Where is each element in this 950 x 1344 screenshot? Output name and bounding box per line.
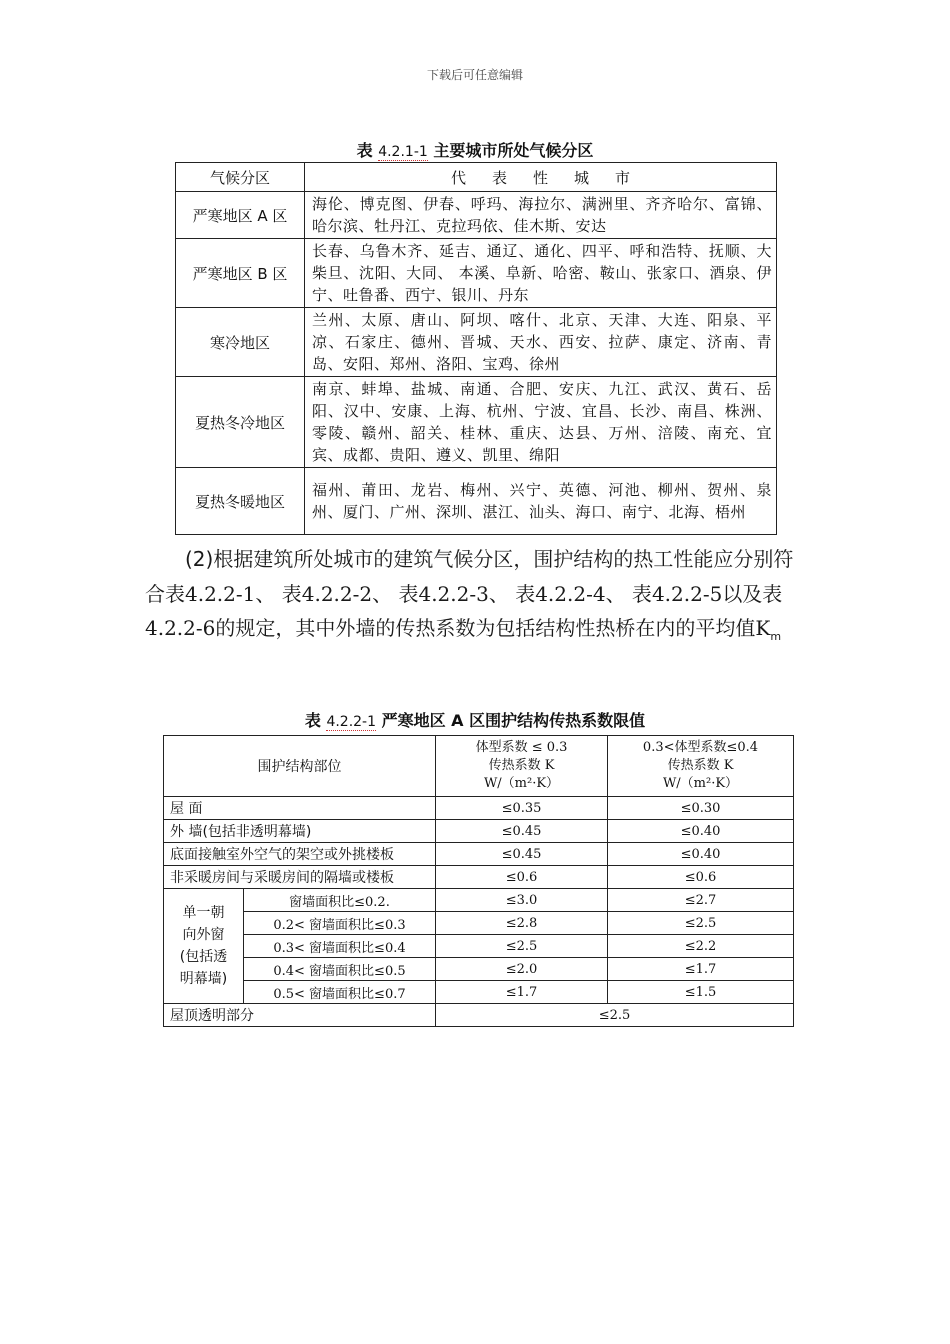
- part-cell: 屋顶透明部分: [164, 1004, 436, 1027]
- table-row: [176, 308, 777, 377]
- header-col1-line2: 传热系数 K: [488, 758, 555, 773]
- value-cell: ≤0.6: [608, 866, 794, 889]
- table-row: [164, 912, 794, 935]
- table-ref: 4.2.2-2: [301, 581, 373, 606]
- header-cities: 代表性城市: [305, 163, 777, 192]
- para-text: 的规定，其中外墙的传热系数为包括结构性热桥在内的平均值: [215, 616, 756, 640]
- zone-cell: 夏热冬冷地区: [176, 377, 305, 468]
- cities-cell: 福州、莆田、龙岩、梅州、兴宁、英德、河池、柳州、贺州、泉州、厦门、广州、深圳、湛江、汕头、海口、南宁、北海、梧州: [305, 468, 777, 535]
- table-row: [164, 935, 794, 958]
- window-group-cell: [164, 889, 244, 1004]
- value-cell: ≤0.45: [436, 843, 608, 866]
- para-sep: 以及表: [722, 581, 783, 606]
- table-header-row: [176, 163, 777, 192]
- table-row: [176, 192, 777, 239]
- table-ref: 4.2.2-6: [145, 616, 216, 640]
- cities-cell: 海伦、博克图、伊春、呼玛、海拉尔、满洲里、齐齐哈尔、富锦、哈尔滨、牡丹江、克拉玛依、佳木斯、安达: [305, 192, 777, 239]
- table-ref: 4.2.2-4: [535, 581, 606, 606]
- table1-caption-title: 主要城市所处气候分区: [433, 141, 594, 160]
- table-header-row: [164, 736, 794, 797]
- value-cell: ≤2.0: [436, 958, 608, 981]
- header-col1: [436, 736, 608, 797]
- header-col1-line1: 体型系数 ≤ 0.3: [475, 740, 568, 755]
- value-cell: ≤2.5: [436, 1004, 794, 1027]
- header-zone: 气候分区: [176, 163, 305, 192]
- cities-cell: 长春、乌鲁木齐、延吉、通辽、通化、四平、呼和浩特、抚顺、大柴旦、沈阳、大同、 本溪、阜新、哈密、鞍山、张家口、酒泉、伊宁、吐鲁番、西宁、银川、丹东: [305, 239, 777, 308]
- table-row: [176, 239, 777, 308]
- header-note: 下载后可任意编辑: [426, 68, 523, 82]
- part-cell: 外 墙(包括非透明幕墙): [164, 820, 436, 843]
- table-row: [176, 468, 777, 535]
- table-ref: 4.2.2-1: [185, 581, 256, 606]
- table-row: [164, 866, 794, 889]
- table-row: [176, 377, 777, 468]
- table1-caption: [0, 138, 950, 161]
- table-ref: 4.2.2-3: [418, 581, 489, 606]
- para-sep: 、 表: [488, 581, 536, 606]
- table-ref: 4.2.2-5: [651, 581, 723, 606]
- symbol-k: K: [755, 616, 771, 640]
- window-group-line4: 明幕墙): [179, 971, 228, 987]
- window-group-line2: 向外窗: [182, 927, 225, 943]
- ratio-cell: 0.3< 窗墙面积比≤0.4: [244, 935, 436, 958]
- ratio-cell: 0.2< 窗墙面积比≤0.3: [244, 912, 436, 935]
- table-row: [164, 820, 794, 843]
- value-cell: ≤0.40: [608, 820, 794, 843]
- part-cell: 非采暖房间与采暖房间的隔墙或楼板: [164, 866, 436, 889]
- value-cell: ≤2.2: [608, 935, 794, 958]
- para-sep: 、 表: [372, 581, 419, 606]
- table2-caption-number: 4.2.2-1: [326, 714, 377, 730]
- table2-caption: [0, 708, 950, 731]
- table-row: [164, 1004, 794, 1027]
- part-cell: 屋 面: [164, 797, 436, 820]
- table-row: [164, 843, 794, 866]
- cities-cell: 兰州、太原、唐山、阿坝、喀什、北京、天津、大连、阳泉、平凉、石家庄、德州、晋城、天水、西安、拉萨、康定、济南、青岛、安阳、郑州、洛阳、宝鸡、徐州: [305, 308, 777, 377]
- value-cell: ≤1.7: [436, 981, 608, 1004]
- window-group-line3: (包括透: [179, 949, 228, 965]
- table2-caption-prefix: 表: [304, 711, 321, 730]
- climate-zone-table: [175, 162, 777, 535]
- cities-cell: 南京、蚌埠、盐城、南通、合肥、安庆、九江、武汉、黄石、岳阳、汉中、安康、上海、杭州、宁波、宜昌、长沙、南昌、株洲、零陵、赣州、韶关、桂林、重庆、达县、万州、涪陵、南充、宜宾、成都、贵阳、遵义、凯里、绵阳: [305, 377, 777, 468]
- header-part: 围护结构部位: [164, 736, 436, 797]
- header-col2: [608, 736, 794, 797]
- symbol-subscript: m: [770, 630, 782, 643]
- value-cell: ≤1.5: [608, 981, 794, 1004]
- heat-transfer-table: [163, 735, 794, 1027]
- value-cell: ≤2.5: [608, 912, 794, 935]
- value-cell: ≤2.7: [608, 889, 794, 912]
- para-text: (2)根据建筑所处城市的建筑气候分区，围护结构的热工性能应分别符合表: [145, 547, 794, 606]
- value-cell: ≤3.0: [436, 889, 608, 912]
- ratio-cell: 窗墙面积比≤0.2.: [244, 889, 436, 912]
- value-cell: ≤0.45: [436, 820, 608, 843]
- header-col2-line1: 0.3<体型系数≤0.4: [642, 740, 759, 755]
- header-col1-line3: W/（m²·K）: [483, 776, 560, 791]
- para-sep: 、 表: [605, 581, 652, 606]
- table-row: [164, 958, 794, 981]
- table1-caption-number: 4.2.1-1: [378, 144, 428, 160]
- value-cell: ≤0.6: [436, 866, 608, 889]
- part-cell: 底面接触室外空气的架空或外挑楼板: [164, 843, 436, 866]
- value-cell: ≤2.8: [436, 912, 608, 935]
- value-cell: ≤0.40: [608, 843, 794, 866]
- ratio-cell: 0.5< 窗墙面积比≤0.7: [244, 981, 436, 1004]
- table-row: [164, 797, 794, 820]
- table-row: [164, 889, 794, 912]
- ratio-cell: 0.4< 窗墙面积比≤0.5: [244, 958, 436, 981]
- zone-cell: 寒冷地区: [176, 308, 305, 377]
- table2-caption-title: 严寒地区 A 区围护结构传热系数限值: [381, 711, 646, 730]
- value-cell: ≤0.30: [608, 797, 794, 820]
- zone-cell: 严寒地区 A 区: [176, 192, 305, 239]
- body-paragraph: [145, 542, 805, 655]
- zone-cell: 夏热冬暖地区: [176, 468, 305, 535]
- zone-cell: 严寒地区 B 区: [176, 239, 305, 308]
- value-cell: ≤0.35: [436, 797, 608, 820]
- table-row: [164, 981, 794, 1004]
- header-col2-line3: W/（m²·K）: [662, 776, 739, 791]
- window-group-line1: 单一朝: [182, 905, 225, 921]
- value-cell: ≤1.7: [608, 958, 794, 981]
- header-col2-line2: 传热系数 K: [667, 758, 734, 773]
- para-sep: 、 表: [255, 581, 302, 606]
- table1-caption-prefix: 表: [356, 141, 373, 160]
- value-cell: ≤2.5: [436, 935, 608, 958]
